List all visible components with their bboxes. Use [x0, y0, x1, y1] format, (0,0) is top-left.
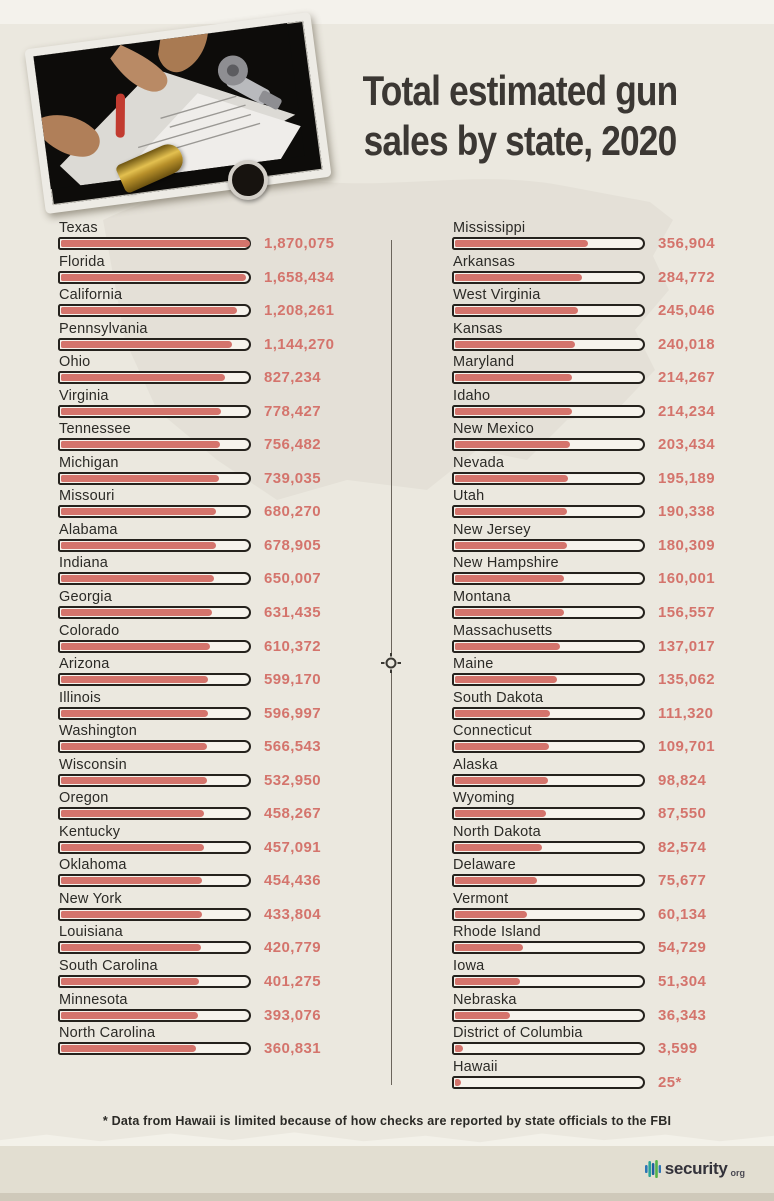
state-label: Idaho — [453, 387, 491, 404]
bar-track — [452, 405, 645, 418]
bar-fill — [455, 1012, 510, 1019]
bar-track — [58, 941, 251, 954]
value-label: 51,304 — [658, 973, 707, 991]
bar-fill — [455, 307, 578, 314]
state-label: Alabama — [59, 521, 118, 538]
bar-fill — [61, 274, 246, 281]
value-label: 180,309 — [658, 536, 716, 554]
bar-fill — [455, 877, 537, 884]
value-label: 631,435 — [264, 604, 322, 622]
bar-track — [58, 371, 251, 384]
state-label: West Virginia — [453, 287, 541, 304]
state-label: Vermont — [453, 890, 509, 907]
state-label: South Carolina — [59, 958, 158, 975]
value-label: 25* — [658, 1073, 682, 1091]
value-label: 678,905 — [264, 536, 322, 554]
bar-fill — [61, 877, 202, 884]
title-line-2: sales by state, 2020 — [363, 117, 677, 164]
value-label: 420,779 — [264, 939, 322, 957]
state-row — [58, 353, 388, 387]
bar-track — [58, 405, 251, 418]
state-row — [58, 387, 388, 421]
value-label: 82,574 — [658, 838, 707, 856]
bar-track — [58, 271, 251, 284]
state-label: Connecticut — [453, 723, 532, 740]
state-row — [452, 219, 774, 253]
bar-track — [452, 271, 645, 284]
bar-track — [452, 908, 645, 921]
bar-fill — [61, 777, 207, 784]
state-label: Nevada — [453, 454, 505, 471]
bar-track — [452, 874, 645, 887]
value-label: 36,343 — [658, 1006, 707, 1024]
bar-fill — [61, 643, 210, 650]
bar-track — [58, 338, 251, 351]
state-row — [452, 387, 774, 421]
state-label: Indiana — [59, 555, 108, 572]
value-label: 433,804 — [264, 905, 322, 923]
value-label: 566,543 — [264, 738, 322, 756]
bar-track — [452, 941, 645, 954]
bar-fill — [61, 1045, 196, 1052]
value-label: 160,001 — [658, 570, 716, 588]
state-row — [58, 890, 388, 924]
bar-fill — [455, 240, 588, 247]
magnifier-knob-icon — [228, 160, 268, 200]
value-label: 111,320 — [658, 704, 714, 722]
title-line-1: Total estimated gun — [362, 67, 678, 114]
state-label: Utah — [453, 488, 485, 505]
bar-track — [452, 673, 645, 686]
state-label: District of Columbia — [453, 1025, 583, 1042]
bar-track — [58, 1009, 251, 1022]
bar-track — [58, 807, 251, 820]
value-label: 156,557 — [658, 604, 716, 622]
state-label: Kansas — [453, 320, 503, 337]
value-label: 599,170 — [264, 671, 322, 689]
state-label: North Carolina — [59, 1025, 156, 1042]
value-label: 610,372 — [264, 637, 322, 655]
bar-track — [58, 1042, 251, 1055]
bar-track — [58, 774, 251, 787]
value-label: 356,904 — [658, 235, 716, 252]
state-label: Louisiana — [59, 924, 123, 941]
bar-fill — [455, 542, 567, 549]
state-label: Florida — [59, 253, 105, 270]
bar-track — [452, 640, 645, 653]
bar-fill — [61, 508, 216, 515]
bar-track — [452, 338, 645, 351]
state-label: Texas — [59, 220, 98, 236]
bar-fill — [455, 1079, 461, 1086]
bar-track — [58, 606, 251, 619]
bar-track — [58, 975, 251, 988]
value-label: 532,950 — [264, 771, 322, 789]
value-label: 75,677 — [658, 872, 707, 890]
state-label: Oklahoma — [59, 857, 127, 874]
bar-fill — [455, 710, 550, 717]
bar-track — [58, 505, 251, 518]
bar-fill — [455, 844, 542, 851]
state-label: Michigan — [59, 454, 119, 471]
value-label: 203,434 — [658, 436, 716, 454]
state-row — [452, 1058, 774, 1092]
state-row — [452, 655, 774, 689]
state-label: Montana — [453, 589, 511, 606]
value-label: 284,772 — [658, 268, 716, 286]
value-label: 195,189 — [658, 469, 716, 487]
state-row — [58, 588, 388, 622]
state-row — [452, 253, 774, 287]
bar-track — [452, 237, 645, 250]
state-row — [452, 622, 774, 656]
value-label: 214,234 — [658, 402, 716, 420]
bar-track — [452, 572, 645, 585]
bar-fill — [61, 710, 208, 717]
state-label: Maryland — [453, 354, 515, 371]
bar-track — [452, 472, 645, 485]
state-row — [452, 890, 774, 924]
state-label: New Mexico — [453, 421, 534, 438]
bar-fill — [61, 911, 202, 918]
state-row — [452, 286, 774, 320]
state-row — [58, 923, 388, 957]
state-row — [452, 487, 774, 521]
state-row — [58, 991, 388, 1025]
bar-fill — [61, 575, 214, 582]
state-row — [452, 923, 774, 957]
bar-fill — [61, 1012, 198, 1019]
state-row — [58, 253, 388, 287]
state-row — [58, 689, 388, 723]
bar-fill — [455, 441, 570, 448]
value-label: 214,267 — [658, 369, 716, 387]
value-label: 739,035 — [264, 469, 322, 487]
bar-fill — [61, 676, 208, 683]
state-row — [58, 957, 388, 991]
bar-fill — [455, 643, 560, 650]
bar-track — [452, 371, 645, 384]
state-row — [452, 420, 774, 454]
state-row — [58, 487, 388, 521]
bar-track — [58, 707, 251, 720]
bar-fill — [61, 374, 225, 381]
bar-fill — [61, 944, 201, 951]
state-label: North Dakota — [453, 823, 541, 840]
state-label: Rhode Island — [453, 924, 541, 941]
page-title — [330, 66, 710, 166]
value-label: 137,017 — [658, 637, 716, 655]
bar-fill — [61, 609, 212, 616]
value-label: 778,427 — [264, 402, 322, 420]
bar-fill — [455, 944, 523, 951]
bar-fill — [61, 307, 237, 314]
bar-fill — [61, 441, 220, 448]
bar-fill — [455, 911, 527, 918]
value-label: 360,831 — [264, 1040, 322, 1058]
compass-ornament-icon — [380, 652, 402, 674]
bar-track — [58, 304, 251, 317]
value-label: 756,482 — [264, 436, 322, 454]
state-row — [452, 991, 774, 1025]
state-label: Colorado — [59, 622, 120, 639]
state-label: Maine — [453, 656, 494, 673]
bar-fill — [455, 508, 567, 515]
state-label: Arizona — [59, 656, 110, 673]
value-label: 245,046 — [658, 302, 716, 320]
bar-fill — [61, 810, 204, 817]
state-label: Delaware — [453, 857, 516, 874]
chart-column-left — [58, 219, 388, 1058]
bar-track — [452, 807, 645, 820]
securityorg-logo — [645, 1158, 745, 1180]
state-label: Georgia — [59, 589, 112, 606]
bar-fill — [61, 240, 250, 247]
value-label: 190,338 — [658, 503, 716, 521]
state-label: Tennessee — [59, 421, 131, 438]
value-label: 1,144,270 — [264, 335, 335, 353]
state-label: Wisconsin — [59, 756, 127, 773]
bar-fill — [455, 575, 564, 582]
state-label: New Jersey — [453, 521, 531, 538]
state-row — [58, 219, 388, 253]
state-row — [452, 353, 774, 387]
logo-name: security — [664, 1159, 728, 1178]
bar-fill — [61, 475, 219, 482]
state-row — [452, 856, 774, 890]
value-label: 135,062 — [658, 671, 716, 689]
torn-paper-top — [0, 0, 774, 24]
value-label: 87,550 — [658, 805, 707, 823]
state-label: Iowa — [453, 958, 485, 975]
bar-fill — [61, 542, 216, 549]
state-row — [58, 320, 388, 354]
bar-track — [58, 640, 251, 653]
bar-fill — [455, 743, 549, 750]
state-row — [452, 588, 774, 622]
state-row — [58, 756, 388, 790]
state-label: Kentucky — [59, 823, 121, 840]
state-row — [58, 722, 388, 756]
gun-paperwork-photo — [24, 12, 331, 214]
value-label: 596,997 — [264, 704, 322, 722]
value-label: 458,267 — [264, 805, 322, 823]
value-label: 650,007 — [264, 570, 322, 588]
bar-track — [58, 237, 251, 250]
state-row — [58, 856, 388, 890]
state-row — [58, 823, 388, 857]
bar-track — [58, 438, 251, 451]
bar-track — [452, 539, 645, 552]
bar-fill — [455, 978, 520, 985]
state-label: Pennsylvania — [59, 320, 148, 337]
bottom-edge — [0, 1193, 774, 1201]
state-label: Virginia — [59, 387, 109, 404]
value-label: 393,076 — [264, 1006, 322, 1024]
state-row — [452, 957, 774, 991]
state-label: Nebraska — [453, 991, 517, 1008]
state-label: Massachusetts — [453, 622, 553, 639]
value-label: 1,208,261 — [264, 302, 335, 320]
state-label: Illinois — [59, 689, 101, 706]
value-label: 98,824 — [658, 771, 707, 789]
value-label: 54,729 — [658, 939, 707, 957]
bar-track — [452, 606, 645, 619]
bar-track — [452, 1009, 645, 1022]
value-label: 680,270 — [264, 503, 322, 521]
bar-track — [452, 707, 645, 720]
bar-track — [452, 975, 645, 988]
bar-track — [58, 740, 251, 753]
bar-track — [452, 841, 645, 854]
state-row — [452, 454, 774, 488]
value-label: 454,436 — [264, 872, 322, 890]
state-row — [58, 789, 388, 823]
bar-fill — [61, 743, 207, 750]
bar-fill — [61, 408, 221, 415]
value-label: 1,870,075 — [264, 235, 335, 252]
state-row — [58, 655, 388, 689]
bar-track — [452, 1076, 645, 1089]
bar-fill — [455, 274, 582, 281]
state-row — [452, 756, 774, 790]
bar-fill — [61, 844, 204, 851]
value-label: 1,658,434 — [264, 268, 335, 286]
state-label: New York — [59, 890, 122, 907]
state-label: Arkansas — [453, 253, 516, 270]
bar-fill — [455, 341, 575, 348]
bar-track — [58, 673, 251, 686]
bar-track — [58, 472, 251, 485]
state-label: Alaska — [453, 756, 498, 773]
bar-track — [452, 438, 645, 451]
state-row — [452, 1024, 774, 1058]
value-label: 457,091 — [264, 838, 322, 856]
value-label: 827,234 — [264, 369, 322, 387]
logo-tld: org — [730, 1168, 745, 1178]
bar-fill — [455, 408, 572, 415]
securityorg-logo-icon — [645, 1158, 661, 1180]
bar-track — [452, 740, 645, 753]
bar-fill — [455, 609, 564, 616]
state-row — [452, 823, 774, 857]
state-label: Ohio — [59, 354, 91, 371]
bar-track — [58, 841, 251, 854]
value-label: 3,599 — [658, 1040, 698, 1058]
state-label: California — [59, 287, 123, 304]
bar-fill — [61, 978, 199, 985]
bar-fill — [455, 374, 572, 381]
state-row — [58, 286, 388, 320]
bar-fill — [455, 1045, 463, 1052]
state-row — [58, 622, 388, 656]
bar-fill — [455, 676, 557, 683]
footnote: * Data from Hawaii is limited because of how checks are reported by state officials to the FBI — [102, 1114, 672, 1128]
state-row — [58, 454, 388, 488]
state-row — [452, 722, 774, 756]
bar-track — [452, 774, 645, 787]
bar-fill — [455, 810, 546, 817]
state-label: Washington — [59, 723, 138, 740]
state-label: New Hampshire — [453, 555, 559, 572]
state-row — [58, 420, 388, 454]
state-row — [452, 554, 774, 588]
bar-track — [452, 304, 645, 317]
bar-fill — [61, 341, 232, 348]
bar-fill — [455, 475, 568, 482]
state-label: South Dakota — [453, 689, 544, 706]
bar-track — [58, 572, 251, 585]
state-label: Oregon — [59, 790, 109, 807]
state-row — [58, 1024, 388, 1058]
state-label: Hawaii — [453, 1058, 498, 1075]
state-label: Wyoming — [453, 790, 515, 807]
value-label: 109,701 — [658, 738, 716, 756]
bar-track — [452, 1042, 645, 1055]
bar-fill — [455, 777, 548, 784]
state-row — [452, 521, 774, 555]
state-row — [452, 689, 774, 723]
bar-track — [58, 874, 251, 887]
state-label: Missouri — [59, 488, 115, 505]
value-label: 240,018 — [658, 335, 716, 353]
state-row — [452, 320, 774, 354]
bar-track — [58, 539, 251, 552]
value-label: 60,134 — [658, 905, 707, 923]
chart-column-right — [452, 219, 774, 1091]
bar-track — [452, 505, 645, 518]
state-row — [452, 789, 774, 823]
state-label: Minnesota — [59, 991, 128, 1008]
state-row — [58, 521, 388, 555]
bar-track — [58, 908, 251, 921]
value-label: 401,275 — [264, 973, 322, 991]
state-label: Mississippi — [453, 220, 526, 236]
state-row — [58, 554, 388, 588]
